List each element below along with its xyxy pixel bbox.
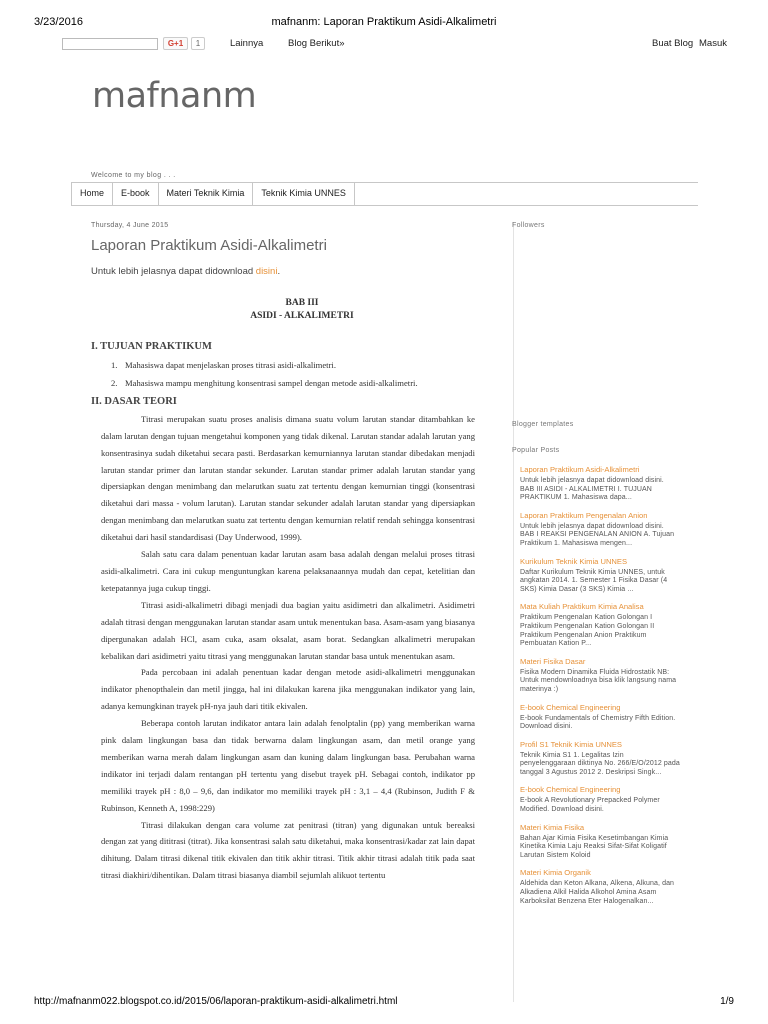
download-link[interactable]: disini xyxy=(255,266,278,277)
navbar-more-link[interactable]: Lainnya xyxy=(230,38,264,49)
popular-post-snippet: E-book Fundamentals of Chemistry Fifth Edition. Download disini. xyxy=(520,714,676,731)
create-blog-link[interactable]: Buat Blog xyxy=(652,38,694,49)
popular-post xyxy=(520,703,680,732)
paragraph-text: Titrasi asidi-alkalimetri dibagi menjadi dua bagian yaitu asidimetri dan alkalimetri. Asidimetri adalah titrasi dengan menggunakan larutan standar asam untuk menentukan basa. Asam-asam yang biasanya dipergunakan adalah HCl, asam cuka, asam oksalat, asam borat. Sedangkan alkalimetri merupakan kebalikan dari asidimetri yaitu titrasi yang menggunakan larutan standar basa untuk menentukan asam. xyxy=(101,599,475,661)
popular-post xyxy=(520,657,680,695)
paragraph-text: Beberapa contoh larutan indikator antara lain adalah fenolptalin (pp) yang memberikan warna pink dalam lingkungan basa dan tidak berwarna dalam lingkungan asam, dan metil orange yang memberikan warna merah dalam lingkungan asam dan kuning dalam lingkungan basa. Perubahan warna indikator ini terjadi dalam rentangan pH tertentu yang disebut trayek pH. Sebagai contoh, indikator pp memiliki trayek pH : 8,0 – 9,6, dan indikator mo memiliki trayek pH : 3,1 – 4,4 (Rubinson, Judith F & Rubinson, Kenneth A, 1998:229) xyxy=(101,718,475,813)
paragraph xyxy=(101,411,475,546)
popular-post-link[interactable]: Materi Kimia Organik xyxy=(520,868,591,878)
sign-in-link[interactable]: Masuk xyxy=(699,38,727,49)
popular-post-link[interactable]: Kurikulum Teknik Kimia UNNES xyxy=(520,556,628,566)
paragraph-text: Salah satu cara dalam penentuan kadar larutan asam basa adalah dengan melalui proses titrasi asidi-alkalimetri. Cara ini cukup menguntungkan karena pelaksanaannya mudah dan cepat, ketelitian dan ketepatannya juga cukup tinggi. xyxy=(101,549,475,593)
popular-post xyxy=(520,557,680,595)
blog-title[interactable]: mafnanm xyxy=(92,76,257,116)
navbar-next-blog-link[interactable]: Blog Berikut» xyxy=(288,38,345,49)
followers-heading: Followers xyxy=(512,222,545,229)
section-heading-tujuan: I. TUJUAN PRAKTIKUM xyxy=(91,341,212,352)
paragraph xyxy=(101,817,475,885)
google-plus-count: 1 xyxy=(191,37,205,50)
paragraph xyxy=(101,715,475,816)
popular-post-link[interactable]: Laporan Praktikum Asidi-Alkalimetri xyxy=(520,465,640,474)
popular-post-snippet: Bahan Ajar Kimia Fisika Kesetimbangan Kimia Kinetika Kimia Laju Reaksi Sifat-Sifat Koligatif Larutan Sistem Koloid xyxy=(520,834,669,859)
popular-post-snippet: Teknik Kimia S1 1. Legalitas Izin penyelenggaraan diktinya No. 266/E/O/2012 pada tanggal 3 Agustus 2012 2. Deskripsi Singk... xyxy=(520,751,680,776)
print-date: 3/23/2016 xyxy=(34,16,83,28)
popular-post-link[interactable]: E-book Chemical Engineering xyxy=(520,702,621,712)
paragraph xyxy=(101,664,475,715)
print-header xyxy=(34,16,734,30)
list-number: 1. xyxy=(111,359,118,370)
popular-post-link[interactable]: Materi Fisika Dasar xyxy=(520,656,586,666)
paragraph-text: Titrasi merupakan suatu proses analisis dimana suatu volum larutan standar ditambahkan ke dalam larutan dengan tujuan mengetahui komponen yang tidak dikenal. Larutan standar adalah larutan yang konsentrasinya sudah diketahui secara pasti. Berdasarkan kemurniannya larutan standar dibedakan menjadi larutan standar primer dan larutan standar sekunder. Larutan standar primer adalah larutan standar yang dipersiapkan dengan menimbang dan melarutkan suatu zat tertentu dengan kemurnian tinggi (konsentrasi diketahui dari massa - volum larutan). Larutan standar sekunder adalah larutan standar yang dipersiapkan dengan menimbang dan melarutkan suatu zat tertentu dengan kemurnian relatif rendah sehingga konsentrasi diketahui dari hasil standardisasi (Day Underwood, 1999). xyxy=(101,413,475,543)
post-date: Thursday, 4 June 2015 xyxy=(91,222,169,229)
blog-description: Welcome to my blog . . . xyxy=(91,172,176,179)
paragraph xyxy=(101,546,475,597)
tab-teknik-kimia-unnes[interactable]: Teknik Kimia UNNES xyxy=(253,183,355,205)
post-intro xyxy=(91,266,475,277)
popular-post-link[interactable]: Materi Kimia Fisika xyxy=(520,822,585,832)
list-number: 2. xyxy=(111,377,118,388)
post-title[interactable]: Laporan Praktikum Asidi-Alkalimetri xyxy=(91,237,327,254)
print-page-number: 1/9 xyxy=(720,996,734,1007)
popular-post xyxy=(520,868,680,906)
chapter-title: ASIDI - ALKALIMETRI xyxy=(250,311,354,321)
popular-posts-heading: Popular Posts xyxy=(512,447,560,454)
paragraph xyxy=(101,597,475,665)
sidebar xyxy=(513,222,709,1002)
objectives-list xyxy=(111,358,475,390)
main-content xyxy=(91,222,475,884)
popular-post-link[interactable]: Profil S1 Teknik Kimia UNNES xyxy=(520,739,622,749)
popular-post-snippet: Fisika Modern Dinamika Fluida Hidrostatik NB: Untuk mendownloadnya bisa klik langsung nama materinya :) xyxy=(520,668,677,693)
popular-post-snippet: E-book A Revolutionary Prepacked Polymer Modified. Download disini. xyxy=(520,797,660,814)
chapter-number: BAB III xyxy=(285,298,319,308)
blogger-navbar xyxy=(62,36,727,52)
popular-post-snippet: Praktikum Pengenalan Kation Golongan I Praktikum Pengenalan Kation Golongan II Praktikum Pengenalan Anion Praktikum Pembuatan Kation P... xyxy=(520,614,655,648)
popular-post-snippet: Untuk lebih jelasnya dapat didownload disini. BAB I REAKSI PENGENALAN ANION A. Tujuan Praktikum 1. Mahasiswa mengen... xyxy=(520,522,675,547)
tab-ebook[interactable]: E-book xyxy=(113,183,159,205)
popular-post-snippet: Daftar Kurikulum Teknik Kimia UNNES, untuk angkatan 2014. 1. Semester 1 Fisika Dasar (4 SKS) Kimia Dasar (3 SKS) Kimia ... xyxy=(520,568,668,593)
tab-materi-teknik-kimia[interactable]: Materi Teknik Kimia xyxy=(159,183,254,205)
list-text: Mahasiswa mampu menghitung konsentrasi sampel dengan metode asidi-alkalimetri. xyxy=(125,377,418,388)
google-plus-button[interactable]: G+1 xyxy=(163,37,188,50)
popular-post xyxy=(520,465,680,503)
popular-posts-list xyxy=(520,465,680,914)
popular-post xyxy=(520,602,680,648)
print-footer xyxy=(34,996,734,1008)
post-intro-text: Untuk lebih jelasnya dapat didownload xyxy=(91,266,256,277)
popular-post xyxy=(520,740,680,778)
navbar-search-input[interactable] xyxy=(62,38,158,50)
popular-post-snippet: Aldehida dan Keton Alkana, Alkena, Alkuna, dan Alkadiena Alkil Halida Alkohol Amina Asam Karboksilat Benzena Eter Halogenalkan... xyxy=(520,880,675,905)
paragraph-text: Pada percobaan ini adalah penentuan kadar dengan metode asidi-alkalimetri menggunakan indikator phenopthalein dan metil jingga, hal ini dilakukan karena jika menggunakan indikator yang lain, adanya kemungkinan trayek pH-nya jauh dari titik ekivalen. xyxy=(101,667,475,712)
list-text: Mahasiswa dapat menjelaskan proses titrasi asidi-alkalimetri. xyxy=(125,359,336,370)
popular-post xyxy=(520,785,680,814)
paragraph-text: Titrasi dilakukan dengan cara volume zat penitrasi (titran) yang digunakan untuk bereaksi dengan zat yang dititrasi (titrat). Jika konsentrasi salah satu diketahui, maka konsentrasi/kadar zat lain dapat dihitung. Dalam titrasi dikenal titik ekivalen dan titik akhir titrasi. Titik akhir titrasi adalah titik pada saat titrasi diakhiri/dihentikan. Dalam titrasi biasanya diambil sejumlah alikuot tertentu xyxy=(101,819,475,881)
section-heading-dasar-teori: II. DASAR TEORI xyxy=(91,395,177,407)
popular-post-link[interactable]: Laporan Praktikum Pengenalan Anion xyxy=(520,510,648,520)
post-intro-end: . xyxy=(277,266,281,277)
popular-post-link[interactable]: E-book Chemical Engineering xyxy=(520,785,621,795)
list-item xyxy=(111,376,475,390)
popular-post xyxy=(520,511,680,549)
page-tabs xyxy=(71,182,698,206)
print-title: mafnanm: Laporan Praktikum Asidi-Alkalimetri xyxy=(271,16,497,28)
post-body xyxy=(91,297,475,884)
blogger-templates-link[interactable]: Blogger templates xyxy=(512,421,574,428)
popular-post-link[interactable]: Mata Kuliah Praktikum Kimia Analisa xyxy=(520,602,644,612)
tab-home[interactable]: Home xyxy=(71,183,113,205)
popular-post-snippet: Untuk lebih jelasnya dapat didownload disini. BAB III ASIDI - ALKALIMETRI I. TUJUAN PRAKTIKUM 1. Mahasiswa dapa... xyxy=(520,477,664,502)
popular-post xyxy=(520,823,680,861)
print-url: http://mafnanm022.blogspot.co.id/2015/06/laporan-praktikum-asidi-alkalimetri.html xyxy=(34,996,398,1007)
list-item xyxy=(111,358,475,372)
